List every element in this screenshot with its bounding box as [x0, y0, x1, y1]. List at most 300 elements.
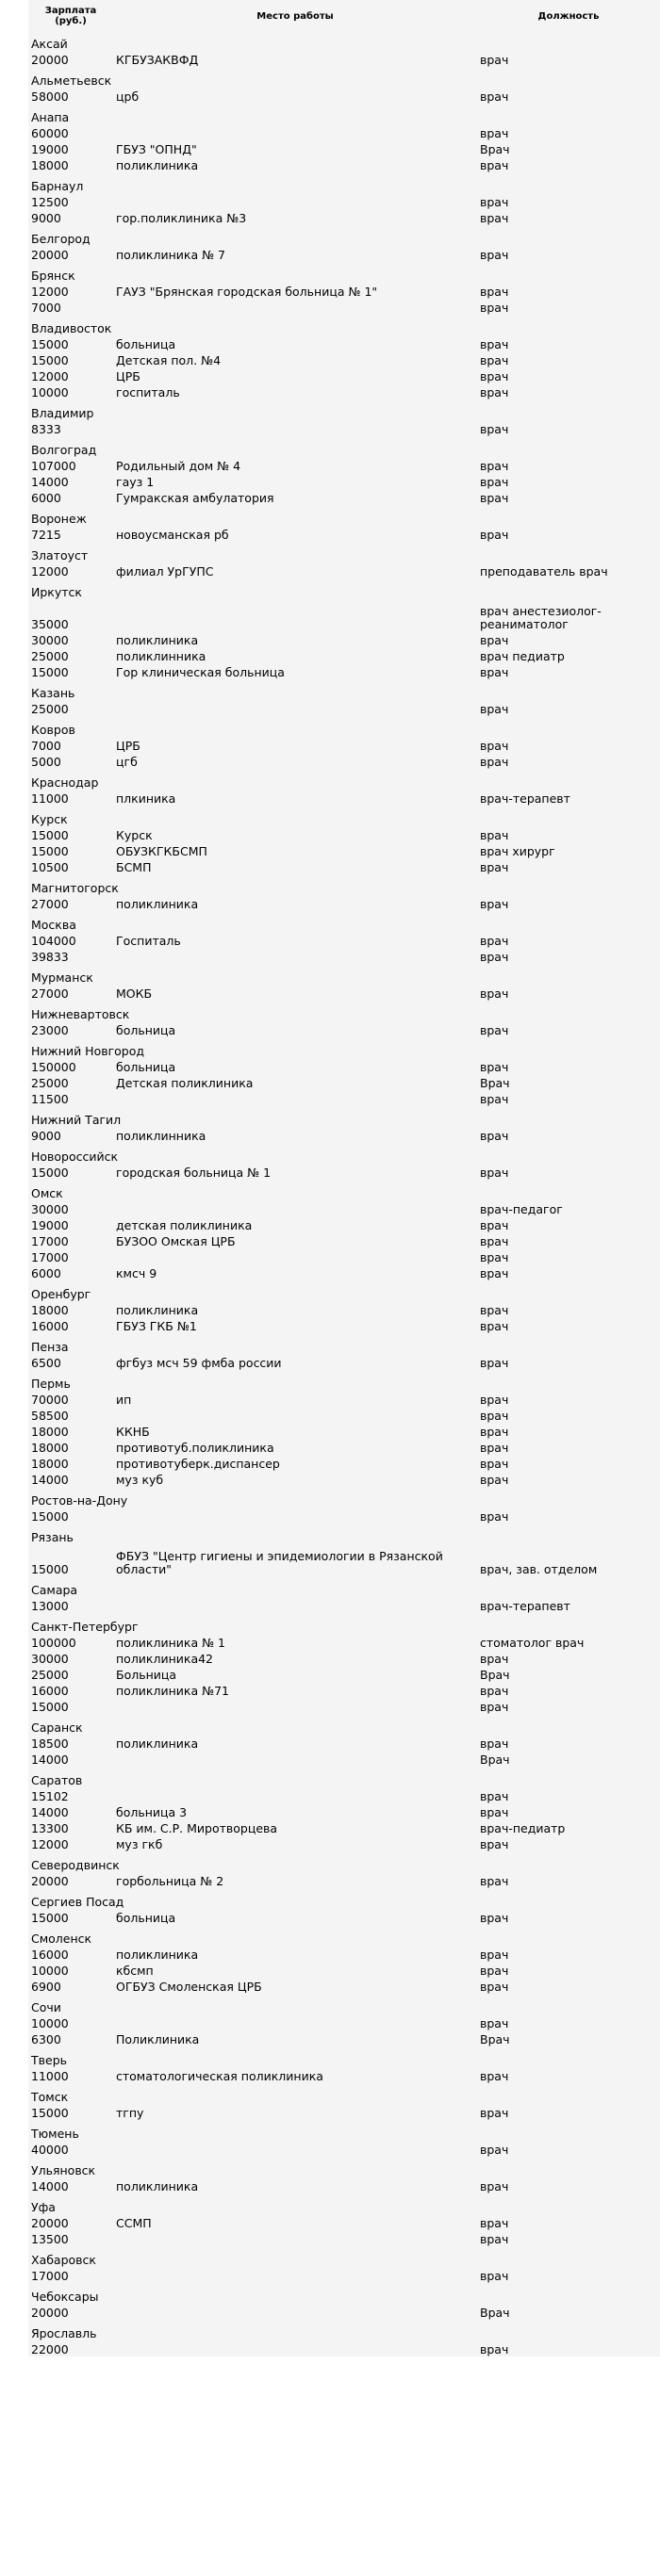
position-cell: стоматолог врач [480, 1636, 585, 1650]
workplace-cell: кмсч 9 [116, 1266, 157, 1280]
city-row [28, 1180, 660, 1200]
table-row [28, 1200, 660, 1216]
table-row [28, 1962, 660, 1978]
workplace-cell: Детская пол. №4 [116, 353, 222, 367]
table-row [28, 599, 660, 631]
table-row [28, 2104, 660, 2120]
city-row [28, 67, 660, 88]
salary-cell: 12000 [31, 1837, 69, 1851]
position-cell: врач [480, 459, 509, 473]
column-header-place: Место работы [256, 10, 334, 22]
table-row [28, 383, 660, 399]
position-cell: врач [480, 90, 509, 104]
workplace-cell: поликлинника [116, 649, 206, 663]
salary-cell: 15000 [31, 1166, 69, 1180]
workplace-cell: Поликлиника [116, 2032, 200, 2046]
workplace-cell: МОКБ [116, 986, 153, 1001]
table-row [28, 631, 660, 647]
city-name: Рязань [31, 1530, 74, 1544]
table-row [28, 1803, 660, 1819]
table-row [28, 1819, 660, 1835]
workplace-cell [113, 2141, 477, 2157]
position-cell: врач [480, 2179, 509, 2193]
city-name: Белгород [31, 232, 91, 246]
city-name: Томск [31, 2090, 69, 2104]
city-row [28, 436, 660, 457]
city-row [28, 315, 660, 335]
salary-cell: 14000 [31, 475, 69, 489]
city-row [28, 2283, 660, 2304]
salary-cell: 16000 [31, 1684, 69, 1698]
table-row [28, 209, 660, 225]
city-row [28, 679, 660, 700]
salary-cell: 13000 [31, 1599, 69, 1613]
position-cell: Врач [480, 1076, 510, 1090]
city-row [28, 806, 660, 826]
position-cell: врач [480, 755, 509, 769]
workplace-cell: госпиталь [116, 385, 180, 399]
position-cell: врач [480, 950, 509, 964]
salary-table [28, 0, 660, 2356]
position-cell: врач [480, 2269, 509, 2283]
workplace-cell: больница 3 [116, 1805, 188, 1819]
workplace-cell: плкиника [116, 791, 176, 806]
position-cell: врач [480, 1060, 509, 1074]
position-cell: врач [480, 1356, 509, 1370]
salary-cell: 15000 [31, 828, 69, 842]
salary-cell: 15000 [31, 844, 69, 858]
city-row [28, 1280, 660, 1301]
table-row [28, 140, 660, 156]
salary-cell: 70000 [31, 1393, 69, 1407]
workplace-cell: ЦРБ [116, 369, 140, 383]
salary-cell: 60000 [31, 126, 69, 140]
table-row [28, 1682, 660, 1698]
position-cell: врач [480, 1425, 509, 1439]
workplace-cell [113, 1090, 477, 1106]
workplace-cell: КБ им. С.Р. Миротворцева [116, 1821, 278, 1835]
table-row [28, 1909, 660, 1925]
position-cell: врач [480, 248, 509, 262]
salary-cell: 9000 [31, 211, 61, 225]
salary-cell: 6900 [31, 1980, 61, 1994]
salary-cell: 14000 [31, 1753, 69, 1767]
city-name: Саранск [31, 1720, 83, 1735]
position-cell: врач хирург [480, 844, 555, 858]
table-row [28, 124, 660, 140]
position-cell: врач [480, 528, 509, 542]
position-cell: врач [480, 1473, 509, 1487]
position-cell: врач [480, 337, 509, 351]
city-name: Новороссийск [31, 1149, 119, 1164]
table-row [28, 1666, 660, 1682]
salary-cell: 100000 [31, 1636, 76, 1650]
workplace-cell: поликлиника [116, 1303, 199, 1317]
city-name: Иркутск [31, 585, 82, 599]
workplace-cell: городская больница № 1 [116, 1166, 272, 1180]
table-row [28, 858, 660, 874]
salary-cell: 20000 [31, 248, 69, 262]
position-cell: врач [480, 1303, 509, 1317]
table-header-row [28, 0, 660, 30]
workplace-cell: Родильный дом № 4 [116, 459, 241, 473]
table-row [28, 1634, 660, 1650]
table-row [28, 246, 660, 262]
table-row [28, 473, 660, 489]
city-name: Сочи [31, 2000, 61, 2014]
salary-cell: 27000 [31, 986, 69, 1001]
city-name: Санкт-Петербург [31, 1620, 139, 1634]
city-name: Нижневартовск [31, 1007, 130, 1021]
position-cell: врач [480, 1837, 509, 1851]
workplace-cell: поликлиника № 1 [116, 1636, 226, 1650]
table-row [28, 1407, 660, 1423]
table-row [28, 753, 660, 769]
table-row [28, 1058, 660, 1074]
position-cell: врач [480, 491, 509, 505]
table-row [28, 367, 660, 383]
workplace-cell: стоматологическая поликлиника [116, 2069, 323, 2083]
city-name: Владивосток [31, 321, 112, 335]
table-row [28, 335, 660, 351]
salary-cell: 15000 [31, 1700, 69, 1714]
position-cell: врач [480, 1457, 509, 1471]
table-row [28, 700, 660, 716]
salary-cell: 6500 [31, 1356, 61, 1370]
table-row [28, 790, 660, 806]
salary-cell: 17000 [31, 1234, 69, 1248]
position-cell: врач [480, 2143, 509, 2157]
workplace-cell [113, 599, 477, 631]
city-name: Нижний Новгород [31, 1044, 145, 1058]
table-row [28, 948, 660, 964]
salary-cell: 12000 [31, 564, 69, 579]
salary-cell: 18000 [31, 1441, 69, 1455]
table-row [28, 420, 660, 436]
salary-cell: 39833 [31, 950, 69, 964]
salary-cell: 104000 [31, 934, 76, 948]
workplace-cell [113, 2267, 477, 2283]
table-row [28, 1698, 660, 1714]
city-row [28, 2157, 660, 2177]
table-row [28, 895, 660, 911]
table-row [28, 1354, 660, 1370]
salary-table-sheet [28, 0, 660, 2356]
city-name: Воронеж [31, 512, 87, 526]
workplace-cell: филиал УрГУПС [116, 564, 214, 579]
position-cell: Врач [480, 2306, 510, 2320]
city-row [28, 30, 660, 51]
city-row [28, 874, 660, 895]
table-row [28, 1021, 660, 1037]
salary-cell: 13300 [31, 1821, 69, 1835]
workplace-cell: Курск [116, 828, 153, 842]
salary-cell: 18000 [31, 1303, 69, 1317]
table-row [28, 1787, 660, 1803]
table-row [28, 1544, 660, 1576]
salary-cell: 15000 [31, 2106, 69, 2120]
workplace-cell: Гор клиническая больница [116, 665, 285, 679]
position-cell: врач [480, 1964, 509, 1978]
workplace-cell: муз гкб [116, 1837, 163, 1851]
salary-cell: 23000 [31, 1023, 69, 1037]
city-row [28, 1037, 660, 1058]
salary-cell: 30000 [31, 1652, 69, 1666]
workplace-cell: црб [116, 90, 140, 104]
city-row [28, 505, 660, 526]
salary-cell: 22000 [31, 2342, 69, 2356]
city-name: Владимир [31, 406, 94, 420]
table-row [28, 489, 660, 505]
salary-cell: 11000 [31, 2069, 69, 2083]
workplace-cell [113, 1751, 477, 1767]
salary-cell: 10000 [31, 2016, 69, 2030]
table-row [28, 1317, 660, 1333]
city-row [28, 2046, 660, 2067]
workplace-cell [113, 700, 477, 716]
table-row [28, 88, 660, 104]
city-name: Уфа [31, 2200, 56, 2214]
city-row [28, 542, 660, 562]
workplace-cell: ГБУЗ "ОПНД" [116, 142, 197, 156]
workplace-cell [113, 1508, 477, 1524]
salary-cell: 25000 [31, 1668, 69, 1682]
salary-cell: 12500 [31, 195, 69, 209]
position-cell: врач [480, 897, 509, 911]
workplace-cell [113, 1787, 477, 1803]
position-cell: врач-терапевт [480, 1599, 570, 1613]
table-row [28, 1391, 660, 1407]
position-cell: врач, зав. отделом [480, 1562, 598, 1576]
table-row [28, 526, 660, 542]
salary-cell: 27000 [31, 897, 69, 911]
position-cell: врач [480, 1652, 509, 1666]
position-cell: врач [480, 385, 509, 399]
table-row [28, 1946, 660, 1962]
city-name: Тюмень [31, 2127, 79, 2141]
salary-cell: 20000 [31, 53, 69, 67]
table-row [28, 1074, 660, 1090]
salary-cell: 25000 [31, 649, 69, 663]
workplace-cell [113, 2014, 477, 2030]
position-cell: врач [480, 2232, 509, 2246]
salary-cell: 18500 [31, 1736, 69, 1751]
city-name: Альметьевск [31, 73, 112, 88]
position-cell: врач [480, 2106, 509, 2120]
city-name: Смоленск [31, 1932, 92, 1946]
workplace-cell: Больница [116, 1668, 177, 1682]
table-row [28, 842, 660, 858]
salary-cell: 15000 [31, 1562, 69, 1576]
table-row [28, 1248, 660, 1264]
table-row [28, 2304, 660, 2320]
table-row [28, 193, 660, 209]
salary-cell: 40000 [31, 2143, 69, 2157]
workplace-cell: цгб [116, 755, 138, 769]
table-row [28, 2340, 660, 2356]
position-cell: врач [480, 53, 509, 67]
city-name: Аксай [31, 37, 68, 51]
position-cell: преподаватель врач [480, 564, 608, 579]
table-row [28, 156, 660, 172]
table-row [28, 1471, 660, 1487]
city-name: Брянск [31, 269, 75, 283]
position-cell: врач-педиатр [480, 1821, 566, 1835]
workplace-cell: ОБУЗКГКБСМП [116, 844, 207, 858]
workplace-cell [113, 1200, 477, 1216]
salary-cell: 16000 [31, 1948, 69, 1962]
city-row [28, 225, 660, 246]
position-cell: врач [480, 1266, 509, 1280]
salary-cell: 15102 [31, 1789, 69, 1803]
city-name: Саратов [31, 1773, 83, 1787]
city-row [28, 1487, 660, 1508]
table-row [28, 562, 660, 579]
workplace-cell: поликлиника [116, 2179, 199, 2193]
salary-cell: 6000 [31, 1266, 61, 1280]
workplace-cell: ГАУЗ "Брянская городская больница № 1" [116, 285, 378, 299]
table-row [28, 2267, 660, 2283]
salary-cell: 11500 [31, 1092, 69, 1106]
city-row [28, 1714, 660, 1735]
position-cell: врач [480, 739, 509, 753]
workplace-cell: противотуберк.диспансер [116, 1457, 280, 1471]
workplace-cell [113, 2230, 477, 2246]
workplace-cell: больница [116, 1023, 176, 1037]
city-name: Ярославль [31, 2326, 97, 2340]
position-cell: врач [480, 1319, 509, 1333]
city-name: Северодвинск [31, 1858, 120, 1872]
workplace-cell [113, 1407, 477, 1423]
table-row [28, 2230, 660, 2246]
city-name: Казань [31, 686, 75, 700]
salary-cell: 14000 [31, 1805, 69, 1819]
salary-cell: 30000 [31, 1202, 69, 1216]
workplace-cell: поликлиника [116, 1736, 199, 1751]
position-cell: врач [480, 1250, 509, 1264]
workplace-cell: поликлиника №71 [116, 1684, 229, 1698]
position-cell: врач [480, 475, 509, 489]
position-cell: врач [480, 1441, 509, 1455]
workplace-cell: новоусманская рб [116, 528, 229, 542]
position-cell: врач [480, 860, 509, 874]
table-row [28, 1216, 660, 1232]
workplace-cell: БУЗОО Омская ЦРБ [116, 1234, 236, 1248]
table-row [28, 737, 660, 753]
city-row [28, 1767, 660, 1787]
city-row [28, 2120, 660, 2141]
workplace-cell: поликлиника [116, 897, 199, 911]
workplace-cell [113, 2340, 477, 2356]
position-cell: врач-терапевт [480, 791, 570, 806]
workplace-cell [113, 124, 477, 140]
city-name: Ульяновск [31, 2163, 96, 2177]
table-row [28, 1090, 660, 1106]
workplace-cell [113, 193, 477, 209]
workplace-cell: ФБУЗ "Центр гигиены и эпидемиологии в Рязанской области" [116, 1549, 443, 1576]
city-name: Омск [31, 1186, 63, 1200]
position-cell: врач [480, 1874, 509, 1888]
salary-cell: 16000 [31, 1319, 69, 1333]
table-row [28, 1508, 660, 1524]
table-row [28, 2141, 660, 2157]
city-row [28, 1576, 660, 1597]
salary-cell: 12000 [31, 285, 69, 299]
workplace-cell: кбсмп [116, 1964, 154, 1978]
salary-cell: 30000 [31, 633, 69, 647]
salary-cell: 9000 [31, 1129, 61, 1143]
workplace-cell: поликлиника [116, 633, 199, 647]
table-row [28, 1751, 660, 1767]
workplace-cell [113, 420, 477, 436]
city-name: Мурманск [31, 970, 93, 985]
position-cell: врач [480, 2216, 509, 2230]
position-cell: врач педиатр [480, 649, 565, 663]
salary-cell: 10000 [31, 1964, 69, 1978]
workplace-cell: ГБУЗ ГКБ №1 [116, 1319, 197, 1333]
position-cell: врач [480, 1805, 509, 1819]
position-cell: Врач [480, 1753, 510, 1767]
salary-cell: 17000 [31, 2269, 69, 2283]
salary-cell: 8333 [31, 422, 61, 436]
workplace-cell [113, 2304, 477, 2320]
table-row [28, 283, 660, 299]
city-row [28, 1888, 660, 1909]
salary-cell: 15000 [31, 1509, 69, 1524]
salary-cell: 13500 [31, 2232, 69, 2246]
workplace-cell: поликлиника [116, 158, 199, 172]
salary-cell: 150000 [31, 1060, 76, 1074]
position-cell: врач [480, 1393, 509, 1407]
position-cell: врач [480, 1129, 509, 1143]
salary-cell: 15000 [31, 337, 69, 351]
position-cell: врач [480, 195, 509, 209]
position-cell: врач [480, 1948, 509, 1962]
table-row [28, 2177, 660, 2193]
position-cell: врач [480, 211, 509, 225]
city-name: Ковров [31, 723, 75, 737]
city-row [28, 262, 660, 283]
city-name: Магнитогорск [31, 881, 119, 895]
city-row [28, 1925, 660, 1946]
city-name: Волгоград [31, 443, 97, 457]
table-row [28, 1232, 660, 1248]
position-cell: врач [480, 1684, 509, 1698]
table-row [28, 1735, 660, 1751]
city-row [28, 964, 660, 985]
salary-cell: 7215 [31, 528, 61, 542]
salary-cell: 58500 [31, 1409, 69, 1423]
position-cell: врач [480, 1023, 509, 1037]
salary-cell: 20000 [31, 1874, 69, 1888]
salary-cell: 7000 [31, 301, 61, 315]
workplace-cell: Госпиталь [116, 934, 181, 948]
position-cell: Врач [480, 2032, 510, 2046]
workplace-cell: тгпу [116, 2106, 144, 2120]
position-cell: врач [480, 1218, 509, 1232]
city-name: Анапа [31, 110, 70, 124]
position-cell: врач анестезиолог-реаниматолог [480, 604, 602, 631]
salary-cell: 20000 [31, 2216, 69, 2230]
table-row [28, 1835, 660, 1851]
city-name: Хабаровск [31, 2253, 96, 2267]
city-row [28, 716, 660, 737]
salary-cell: 10000 [31, 385, 69, 399]
salary-cell: 15000 [31, 1911, 69, 1925]
position-cell: врач [480, 353, 509, 367]
salary-cell: 11000 [31, 791, 69, 806]
city-name: Нижний Тагил [31, 1113, 122, 1127]
